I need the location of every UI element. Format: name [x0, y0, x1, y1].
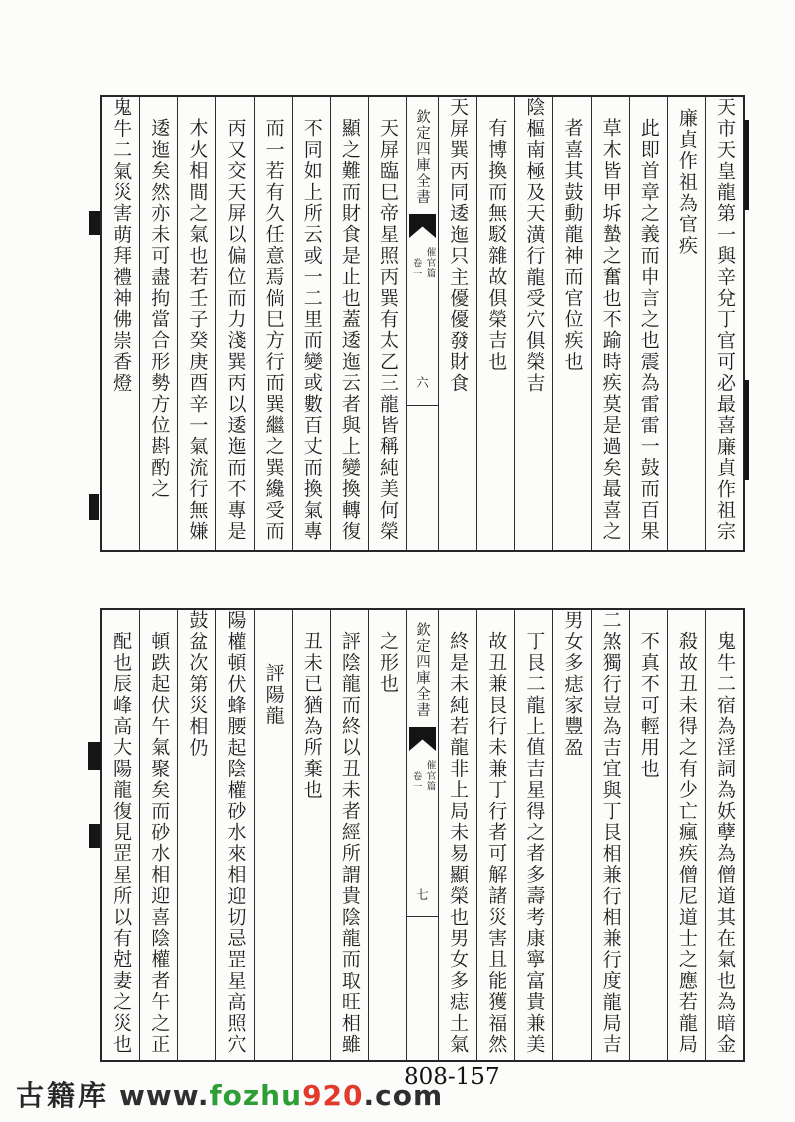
text-column: 之形也 — [368, 610, 406, 1060]
text-column: 逶迤矣然亦未可盡拘當合形勢方位斟酌之 — [139, 97, 177, 550]
text-column: 不真不可輕用也 — [629, 610, 667, 1060]
text-column: 丁艮二龍上值吉星得之者多壽考康寧富貴兼美 — [514, 610, 552, 1060]
center-fold-upper — [406, 97, 438, 550]
fold-subtitle — [409, 247, 437, 279]
text-column: 評陽龍 — [254, 610, 292, 1060]
text-column: 者喜其鼓動龍神而官位疾也 — [552, 97, 590, 550]
folio-number-lower: 七 — [416, 886, 429, 902]
archive-page-number: 808-157 — [404, 1064, 500, 1090]
volume-title: 催官篇 — [424, 760, 436, 792]
volume-title: 催官篇 — [424, 247, 436, 279]
ink-mark — [744, 120, 749, 210]
ink-mark — [744, 380, 749, 480]
text-column: 二煞獨行豈為吉宜與丁艮相兼行相兼行度龍局吉 — [591, 610, 629, 1060]
text-column: 此即首章之義而申言之也震為雷雷一鼓而百果 — [629, 97, 667, 550]
text-column: 木火相間之氣也若壬子癸庚酉辛一氣流行無嫌 — [177, 97, 215, 550]
text-column: 天屏臨巳帝星照丙巽有太乙三龍皆稱純美何榮 — [368, 97, 406, 550]
watermark-url-red: 920 — [302, 1079, 364, 1112]
text-column: 終是未純若龍非上局未易顯榮也男女多痣土氣 — [438, 610, 476, 1060]
text-column: 配也辰峰高大陽龍復見罡星所以有尅妻之災也 — [110, 631, 133, 1055]
fishtail-mark-icon — [409, 727, 436, 751]
text-column: 陽權頓伏蜂腰起陰權砂水來相迎切忌罡星高照穴 — [215, 610, 253, 1060]
text-column: 丙又交天屏以偏位而力淺巽丙以逶迤而不專是 — [215, 97, 253, 550]
fold-rule — [407, 916, 438, 917]
text-column: 評陰龍而終以丑未者經所謂貴陰龍而取旺相雖 — [330, 610, 368, 1060]
fold-subtitle — [409, 760, 437, 792]
ink-mark — [89, 211, 100, 235]
text-column: 天屏巽丙同逶迤只主優優發財食 — [438, 97, 476, 550]
ink-mark — [89, 494, 99, 520]
text-column: 而一若有久任意焉倘巳方行而巽繼之巽纔受而 — [254, 97, 292, 550]
watermark-site-name: 古籍库 — [16, 1079, 110, 1112]
ink-mark — [88, 742, 101, 770]
book-title: 欽定四庫全書 — [414, 622, 430, 718]
text-column: 天市天皇龍第一與辛兌丁官可必最喜廉貞作祖宗 — [705, 97, 743, 550]
page-frame-upper — [100, 95, 745, 552]
book-title: 欽定四庫全書 — [414, 109, 430, 205]
page-frame-lower — [100, 608, 745, 1062]
text-column: 有博換而無駁雜故俱榮吉也 — [476, 97, 514, 550]
text-column: 男女多痣家豐盈 — [552, 610, 590, 1060]
text-column: 鬼牛二氣災害萌拜禮神佛崇香燈 — [110, 97, 133, 394]
text-column: 不同如上所云或一二里而變或數百丈而換氣專 — [292, 97, 330, 550]
folio-number-upper: 六 — [416, 375, 429, 391]
chapter-label: 卷一 — [410, 258, 422, 279]
watermark-url-green: fozhu — [209, 1079, 303, 1112]
ink-mark — [89, 824, 100, 848]
watermark-url-suffix: .com — [363, 1079, 444, 1112]
text-column: 廉貞作祖為官疾 — [667, 97, 705, 550]
fishtail-mark-icon — [409, 214, 436, 238]
text-column: 丑未已猶為所棄也 — [292, 610, 330, 1060]
watermark-url-prefix: www. — [119, 1079, 210, 1112]
fold-rule — [407, 405, 438, 406]
text-column: 殺故丑未得之有少亡瘋疾僧尼道士之應若龍局 — [667, 610, 705, 1060]
text-column: 顯之難而財食是止也蓋逶迤云者與上變換轉復 — [330, 97, 368, 550]
text-column: 鬼牛二宿為淫詞為妖孽為僧道其在氣也為暗金 — [705, 610, 743, 1060]
text-column: 草木皆甲坼蟄之奮也不踰時疾莫是過矣最喜之 — [591, 97, 629, 550]
chapter-label: 卷一 — [410, 771, 422, 792]
center-fold-lower — [406, 610, 438, 1060]
text-column: 鼓盆次第災相仍 — [177, 610, 215, 1060]
text-column: 故丑兼艮行未兼丁行者可解諸災害且能獲福然 — [476, 610, 514, 1060]
text-column: 頓跌起伏午氣聚矣而砂水相迎喜陰權者午之正 — [139, 610, 177, 1060]
text-column: 陰樞南極及天潢行龍受穴俱榮吉 — [514, 97, 552, 550]
watermark — [16, 1074, 443, 1114]
